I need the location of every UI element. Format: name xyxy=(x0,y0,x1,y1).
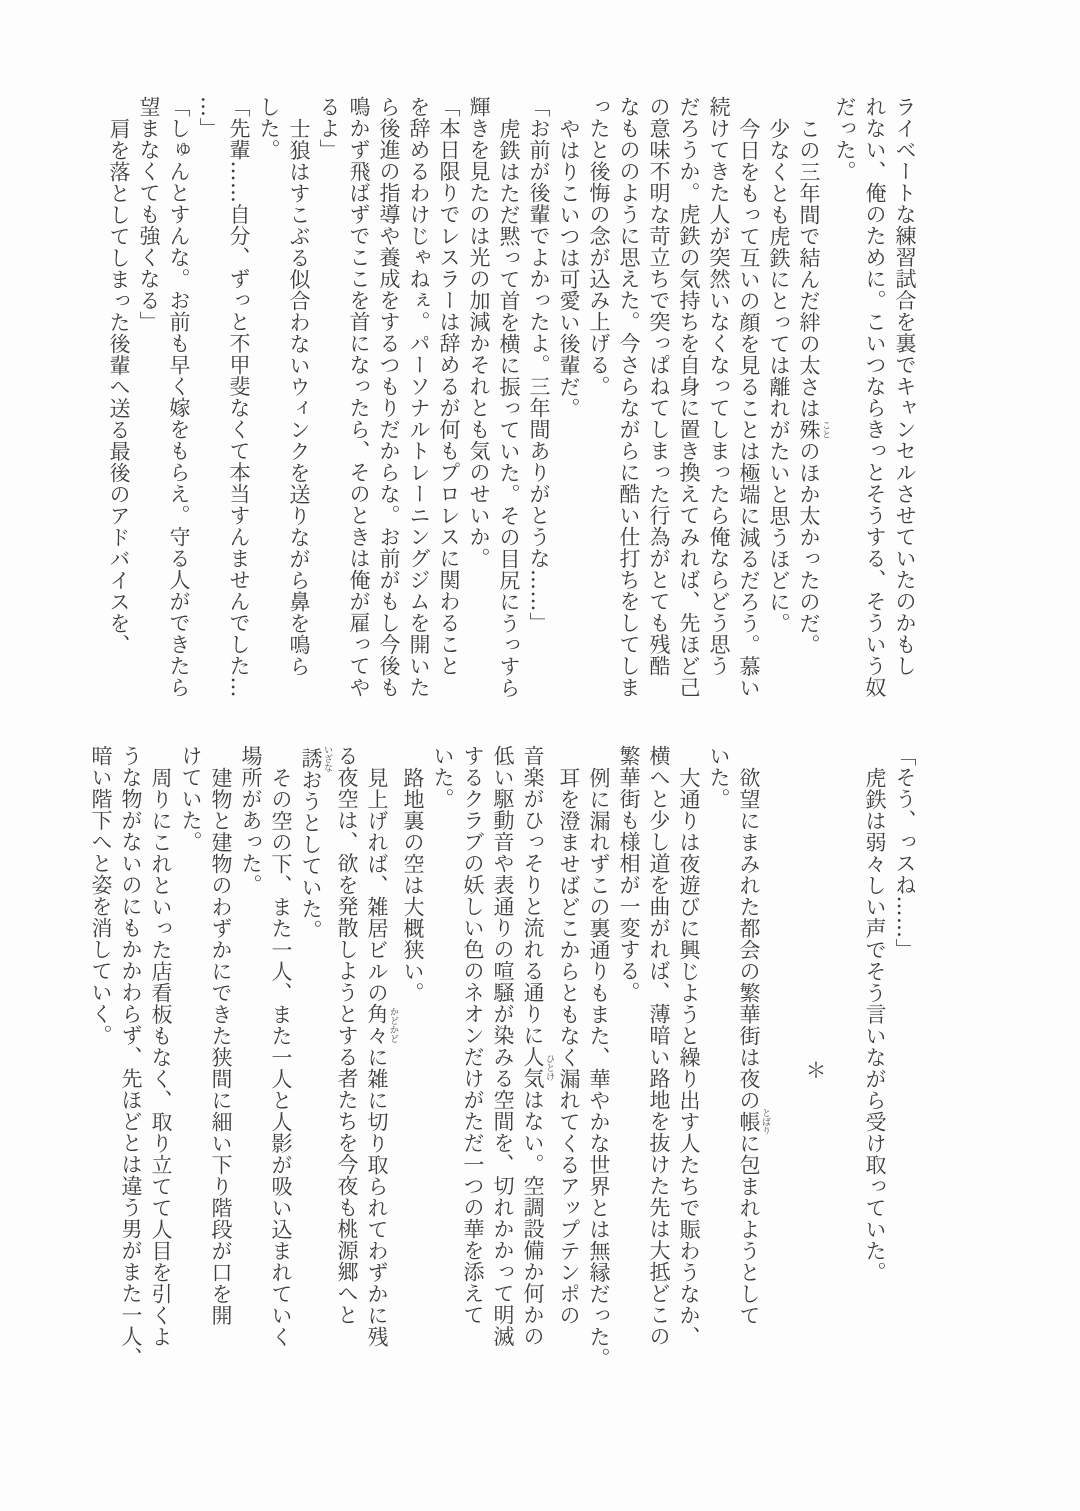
text-line: …」 xyxy=(197,96,221,139)
text-line: 音楽がひっそりと流れる通りに人気 ひとけはない。空調設備か何かの xyxy=(521,745,554,1347)
text-line: 今日をもって互いの顔を見ることは極端に減るだろう。慕い xyxy=(737,117,761,698)
lower-text-block xyxy=(86,745,920,1395)
text-line: 鳴かず飛ばずでここを首になったら、そのときは俺が雇ってや xyxy=(347,96,371,698)
text-line: だった。 xyxy=(833,96,857,182)
text-line: ったと後悔の念が込み上げる。 xyxy=(587,96,611,397)
section-separator: ＊ xyxy=(803,1059,827,1081)
text-line: 欲望にまみれた都会の繁華街は夜の帳 とばりに包まれようとして xyxy=(737,766,770,1326)
furigana-ruby: 殊 こと xyxy=(797,418,830,440)
furigana-text: ひとけ xyxy=(544,1046,554,1089)
text-line: 見上げれば、雑居ビルの角々 かどかどに雑に切り取られてわずかに残 xyxy=(365,766,398,1347)
text-line: る夜空は、欲を発散しようとする者たちを今夜も桃源郷へと xyxy=(335,745,359,1326)
text-line: いた。 xyxy=(707,745,731,810)
text-line: るよ」 xyxy=(317,96,341,161)
text-line: 「しゅんとすんな。お前も早く嫁をもらえ。守る人ができたら xyxy=(167,96,191,698)
text-line: 虎鉄は弱々しい声でそう言いながら受け取っていた。 xyxy=(863,766,887,1283)
text-line: 低い駆動音や表通りの喧騒が染みる空間を、切れかかって明滅 xyxy=(491,745,515,1347)
text-line: なもののように思えた。今さらながらに酷い仕打ちをしてしま xyxy=(617,96,641,698)
text-line: その空の下、また一人、また一人と人影が吸い込まれていく xyxy=(269,766,293,1347)
text-line: するクラブの妖しい色のネオンだけがただ一つの華を添えて xyxy=(461,745,485,1326)
text-line: 「そう、っスね……」 xyxy=(893,745,917,960)
text-line: 繁華街も様相が一変する。 xyxy=(617,745,641,1003)
text-line: 大通りは夜遊びに興じようと繰り出す人たちで賑わうなか、 xyxy=(677,766,701,1347)
text-line: やはりこいつは可愛い後輩だ。 xyxy=(557,117,581,419)
text-line: 横へと少し道を曲がれば、薄暗い路地を抜けた先は大抵どこの xyxy=(647,745,671,1347)
text-line: うな物がないのにもかかわらず、先ほどとは違う男がまた一人、 xyxy=(119,745,143,1369)
text-line: ライベートな練習試合を裏でキャンセルさせていたのかもし xyxy=(893,96,917,677)
text-line: 輝きを見たのは光の加減かそれとも気のせいか。 xyxy=(467,96,491,569)
text-line: 少なくとも虎鉄にとっては離れがたいと思うほどに。 xyxy=(767,117,791,634)
text-line: けていた。 xyxy=(179,745,203,853)
text-line: だろうか。虎鉄の気持ちを自身に置き換えてみれば、先ほど己 xyxy=(677,96,701,698)
text-line: 「本日限りでレスラーは辞めるが何もプロレスに関わること xyxy=(437,96,461,677)
text-line: この三年間で結んだ絆の太さは殊 ことのほか太かったのだ。 xyxy=(797,117,830,655)
furigana-text: とばり xyxy=(760,1107,770,1135)
text-line: 「先輩……自分、ずっと不甲斐なくて本当すんませんでした… xyxy=(227,96,251,698)
text-line: 耳を澄ませばどこからともなく漏れてくるアップテンポの xyxy=(557,766,581,1326)
text-line: を辞めるわけじゃねぇ。パーソナルトレーニングジムを開いた xyxy=(407,96,431,698)
furigana-text: いざな xyxy=(322,745,332,772)
text-line: 暗い階下へと姿を消していく。 xyxy=(89,745,113,1046)
text-line: 肩を落としてしまった後輩へ送る最後のアドバイスを、 xyxy=(107,117,131,655)
text-line: 誘 いざなおうとしていた。 xyxy=(299,745,332,942)
text-line: 続けてきた人が突然いなくなってしまったら俺ならどう思う xyxy=(707,96,731,677)
blank-line xyxy=(770,745,800,1395)
text-line: の意味不明な苛立ちで突っぱねてしまった行為がとても残酷 xyxy=(647,96,671,677)
text-line: 路地裏の空は大概狭い。 xyxy=(401,766,425,1003)
text-line: 虎鉄はただ黙って首を横に振っていた。その目尻にうっすら xyxy=(497,117,521,698)
furigana-ruby: 帳 とばり xyxy=(737,1107,770,1135)
text-line: 士狼はすこぶる似合わないウィンクを送りながら鼻を鳴ら xyxy=(287,117,311,677)
furigana-ruby: 誘 いざな xyxy=(299,745,332,772)
text-line: れない、俺のために。こいつならきっとそうする、そういう奴 xyxy=(863,96,887,698)
furigana-ruby: 人気 ひとけ xyxy=(521,1046,554,1089)
text-line: 建物と建物のわずかにできた狭間に細い下り階段が口を開 xyxy=(209,766,233,1326)
furigana-ruby: 角々 かどかど xyxy=(365,1003,398,1046)
text-line: 「お前が後輩でよかったよ。三年間ありがとうな……」 xyxy=(527,96,551,634)
furigana-text: こと xyxy=(820,418,830,440)
blank-line xyxy=(830,745,860,1395)
upper-text-block xyxy=(104,96,920,721)
text-line: 例に漏れずこの裏通りもまた、華やかな世界とは無縁だった。 xyxy=(587,766,611,1369)
text-line: いた。 xyxy=(431,745,455,810)
text-line: 場所があった。 xyxy=(239,745,263,896)
text-line: 周りにこれといった店看板もなく、取り立てて人目を引くよ xyxy=(149,766,173,1347)
furigana-text: かどかど xyxy=(388,1003,398,1046)
text-line: 望まなくても強くなる」 xyxy=(137,96,161,333)
text-line: ら後進の指導や養成をするつもりだからな。お前がもし今後も xyxy=(377,96,401,698)
text-line: した。 xyxy=(257,96,281,161)
